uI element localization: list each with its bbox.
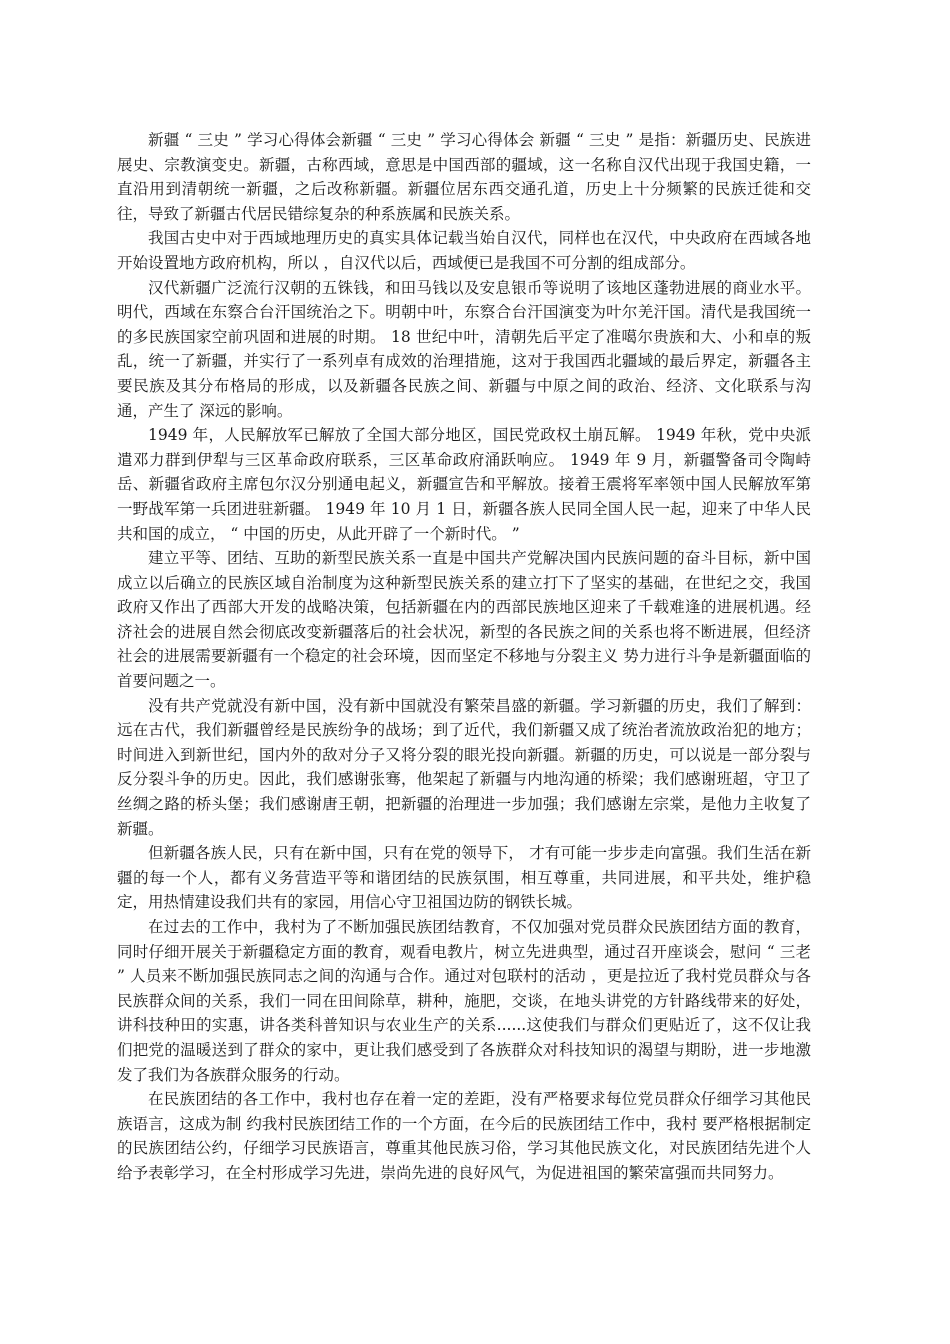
paragraph-4: 1949 年，人民解放军已解放了全国大部分地区，国民党政权土崩瓦解。 1949 年秋，党中央派遣邓力群到伊犁与三区革命政府联系，三区革命政府涌跃响应。 1949 年 9 月，新疆警备司令陶峙岳、新疆省政府主席包尔汉分别通电起义，新疆宣告和平解放。接着王震将军率领中国人民解放军第一野战军第一兵团进驻新疆。 1949 年 10 月 1 日，新疆各族人民同全国人民一起，迎来了中华人民共和国的成立， “ 中国的历史，从此开辟了一个新时代。 ” xyxy=(117,426,811,543)
paragraph-2: 我国古史中对于西域地理历史的真实具体记载当始自汉代，同样也在汉代，中央政府在西域各地开始设置地方政府机构，所以 ，自汉代以后，西域便已是我国不可分割的组成部分。 xyxy=(117,229,811,272)
paragraph-6: 没有共产党就没有新中国，没有新中国就没有繁荣昌盛的新疆。学习新疆的历史，我们了解到：远在古代，我们新疆曾经是民族纷争的战场；到了近代，我们新疆又成了统治者流放政治犯的地方；时间进入到新世纪，国内外的敌对分子又将分裂的眼光投向新疆。新疆的历史，可以说是一部分裂与反分裂斗争的历史。因此，我们感谢张骞，他架起了新疆与内地沟通的桥梁；我们感谢班超，守卫了丝绸之路的桥头堡；我们感谢唐王朝，把新疆的治理进一步加强；我们感谢左宗棠，是他力主收复了新疆。 xyxy=(117,696,811,838)
paragraph-8: 在过去的工作中，我村为了不断加强民族团结教育，不仅加强对党员群众民族团结方面的教育，同时仔细开展关于新疆稳定方面的教育，观看电教片，树立先进典型，通过召开座谈会，慰问 “ 三老 ” 人员来不断加强民族同志之间的沟通与合作。通过对包联村的活动 ，更是拉近了我村党员群众与各民族群众间的关系，我们一同在田间除草，耕种，施肥，交谈，在地头讲党的方针路线带来的好处，讲科技种田的实惠，讲各类科普知识与农业生产的关系......这使我们与群众们更贴近了，这不仅让我们把党的温暖送到了群众的家中，更让我们感受到了各族群众对科技知识的渴望与期盼，进一步地激发了我们为各族群众服务的行动。 xyxy=(117,918,811,1084)
paragraph-3: 汉代新疆广泛流行汉朝的五铢钱，和田马钱以及安息银币等说明了该地区蓬勃进展的商业水平。明代，西域在东察合台汗国统治之下。明朝中叶，东察合台汗国演变为叶尔羌汗国。清代是我国统一的多民族国家空前巩固和进展的时期。 18 世纪中叶，清朝先后平定了准噶尔贵族和大、小和卓的叛乱，统一了新疆，并实行了一系列卓有成效的治理措施，这对于我国西北疆域的最后界定，新疆各主要民族及其分布格局的形成，以及新疆各民族之间、新疆与中原之间的政治、经济、文化联系与沟通，产生了 深远的影响。 xyxy=(117,278,811,420)
paragraph-5: 建立平等、团结、互助的新型民族关系一直是中国共产党解决国内民族问题的奋斗目标，新中国成立以后确立的民族区域自治制度为这种新型民族关系的建立打下了坚实的基础，在世纪之交，我国政府又作出了西部大开发的战略决策，包括新疆在内的西部民族地区迎来了千载难逢的进展机遇。经济社会的进展自然会彻底改变新疆落后的社会状况，新型的各民族之间的关系也将不断进展，但经济社会的进展需要新疆有一个稳定的社会环境，因而坚定不移地与分裂主义 势力进行斗争是新疆面临的首要问题之一。 xyxy=(117,549,811,691)
document-body xyxy=(117,128,811,1186)
paragraph-9: 在民族团结的各工作中，我村也存在着一定的差距，没有严格要求每位党员群众仔细学习其他民族语言，这成为制 约我村民族团结工作的一个方面，在今后的民族团结工作中，我村 要严格根据制定的民族团结公约，仔细学习民族语言，尊重其他民族习俗，学习其他民族文化，对民族团结先进个人给予表彰学习，在全村形成学习先进，崇尚先进的良好风气，为促进祖国的繁荣富强而共同努力。 xyxy=(117,1090,811,1182)
paragraph-1: 新疆 “ 三史 ” 学习心得体会新疆 “ 三史 ” 学习心得体会 新疆 “ 三史 ” 是指：新疆历史、民族进展史、宗教演变史。新疆，古称西域，意思是中国西部的疆域，这一名称自汉代出现于我国史籍，一直沿用到清朝统一新疆，之后改称新疆。新疆位居东西交通孔道，历史上十分频繁的民族迁徙和交往，导致了新疆古代居民错综复杂的种系族属和民族关系。 xyxy=(117,131,811,223)
paragraph-7: 但新疆各族人民，只有在新中国，只有在党的领导下， 才有可能一步步走向富强。我们生活在新疆的每一个人，都有义务营造平等和谐团结的民族氛围，相互尊重，共同进展，和平共处，维护稳定，用热情建设我们共有的家园，用信心守卫祖国边防的钢铁长城。 xyxy=(117,844,811,912)
